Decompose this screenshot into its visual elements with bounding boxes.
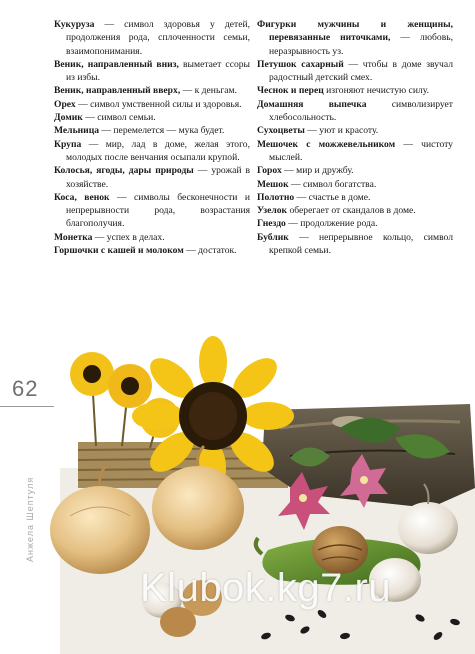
hazelnut-2 — [160, 607, 196, 637]
glossary-entry — [54, 164, 250, 191]
glossary-term: Домашняя выпечка — [257, 98, 367, 110]
glossary-definition: — символ семьи. — [82, 112, 156, 124]
glossary-entry — [54, 124, 250, 137]
glossary-definition: символизирует хлебосольность. — [269, 98, 453, 124]
glossary-definition: — продолжение рода. — [285, 218, 378, 230]
glossary-term: Мельница — [54, 125, 100, 137]
glossary-definition: — символ здоровья у детей, продолжения рода, сплоченности семьи, взаимопонимания. — [66, 19, 250, 57]
glossary-term: Колосья, ягоды, дары природы — [54, 165, 194, 177]
glossary-entry — [257, 217, 453, 230]
glossary-entry — [54, 191, 250, 231]
glossary-term: Петушок сахарный — [257, 58, 344, 70]
glossary-term: Коса, венок — [54, 191, 110, 203]
glossary-term: Сухоцветы — [257, 125, 305, 137]
glossary-definition: — символ умственной силы и здоровья. — [75, 98, 242, 110]
glossary-term: Чеснок и перец — [257, 85, 324, 97]
glossary-entry — [54, 84, 250, 97]
glossary-entry — [54, 111, 250, 124]
glossary-definition: — успех в делах. — [92, 231, 165, 243]
glossary-definition: — достаток. — [183, 245, 237, 257]
glossary-definition: — уют и красоту. — [304, 125, 379, 137]
glossary-definition: — мир, лад в доме, желая этого, молодых после венчания осыпали крупой. — [66, 138, 250, 163]
glossary-entry — [257, 18, 453, 58]
glossary-entry — [257, 138, 453, 165]
glossary-definition: — к деньгам. — [180, 85, 237, 97]
glossary-term: Горох — [257, 165, 282, 177]
page-number: 62 — [12, 376, 39, 401]
glossary-entry — [54, 244, 250, 257]
glossary-definition: — мир и дружбу. — [281, 165, 354, 177]
glossary-entry — [257, 231, 453, 258]
glossary-term: Мешочек с можжевельником — [257, 138, 396, 150]
glossary-definition: изгоняют нечистую силу. — [323, 85, 429, 97]
glossary-term: Домик — [54, 112, 83, 124]
glossary-term: Веник, направленный вверх, — [54, 85, 181, 97]
glossary-entry — [54, 18, 250, 58]
glossary-definition: — счастье в доме. — [294, 191, 371, 203]
glossary-term: Орех — [54, 98, 76, 110]
glossary-definition: выметает ссоры из избы. — [66, 58, 250, 84]
glossary-entry — [257, 191, 453, 204]
left-column — [54, 18, 250, 257]
glossary-entry — [257, 84, 453, 97]
glossary-definition: — чтобы в доме звучал радостный детский смех. — [269, 58, 454, 84]
glossary-entry — [54, 231, 250, 244]
glossary-entry — [257, 58, 453, 85]
glossary-term: Узелок — [257, 205, 288, 217]
glossary-definition: оберегает от скандалов в доме. — [287, 205, 416, 217]
glossary-entry — [54, 58, 250, 85]
page-number-rule — [0, 406, 54, 407]
glossary-term: Мешок — [257, 178, 289, 190]
glossary-entry — [54, 138, 250, 165]
glossary-definition: — перемелется — мука будет. — [99, 125, 225, 137]
glossary-term: Крупа — [54, 138, 82, 150]
glossary-term: Бублик — [257, 231, 289, 243]
glossary-entry — [257, 164, 453, 177]
glossary-entry — [257, 98, 453, 125]
glossary-definition: — урожай в хозяйстве. — [66, 165, 250, 190]
glossary-term: Кукуруза — [54, 19, 95, 30]
glossary-entry — [257, 124, 453, 137]
right-column — [257, 18, 453, 257]
author-name: Анжела Шептуля — [25, 476, 35, 562]
glossary-definition: — любовь, неразрывность уз. — [269, 32, 453, 57]
glossary-term: Монетка — [54, 231, 93, 243]
glossary-entry — [257, 178, 453, 191]
glossary-definition: — символы бесконечности и непрерывности рода, возрастания благополучия. — [66, 191, 250, 230]
glossary-entry — [257, 204, 453, 217]
glossary-definition: — чистоту мыслей. — [269, 138, 453, 163]
watermark: Klubok.kg7.ru — [140, 566, 392, 610]
glossary-definition: — символ богатства. — [288, 178, 377, 190]
glossary-term: Веник, направленный вниз, — [54, 58, 179, 70]
glossary-term: Полотно — [257, 191, 295, 203]
glossary-term: Гнездо — [257, 218, 286, 230]
glossary-definition: — непрерывное кольцо, символ крепкой семьи. — [269, 231, 453, 257]
glossary-term: Горшочки с кашей и молоком — [54, 245, 184, 257]
glossary-entry — [54, 98, 250, 111]
glossary-term: Фигурки мужчины и женщины, перевязанные ниточками, — [257, 19, 453, 44]
